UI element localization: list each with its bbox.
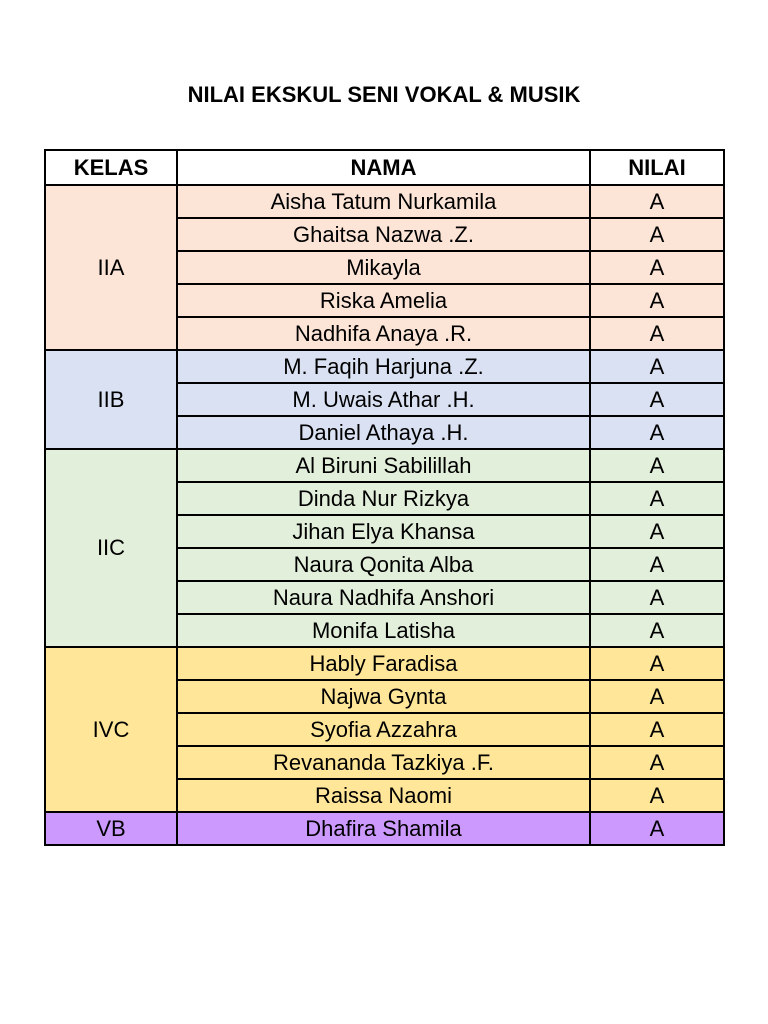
table-row — [45, 812, 724, 845]
header-kelas: KELAS — [45, 150, 177, 185]
nilai-cell: A — [590, 383, 724, 416]
nama-cell: Dinda Nur Rizkya — [177, 482, 590, 515]
nilai-cell: A — [590, 449, 724, 482]
kelas-cell: IVC — [45, 647, 177, 812]
nama-cell: Dhafira Shamila — [177, 812, 590, 845]
nama-cell: Mikayla — [177, 251, 590, 284]
kelas-cell: IIB — [45, 350, 177, 449]
nilai-cell: A — [590, 251, 724, 284]
nama-cell: Ghaitsa Nazwa .Z. — [177, 218, 590, 251]
nilai-cell: A — [590, 746, 724, 779]
header-nilai: NILAI — [590, 150, 724, 185]
nama-cell: Syofia Azzahra — [177, 713, 590, 746]
nama-cell: Raissa Naomi — [177, 779, 590, 812]
nama-cell: Revananda Tazkiya .F. — [177, 746, 590, 779]
page-title: NILAI EKSKUL SENI VOKAL & MUSIK — [187, 82, 581, 107]
nilai-cell: A — [590, 548, 724, 581]
nilai-cell: A — [590, 317, 724, 350]
nama-cell: Monifa Latisha — [177, 614, 590, 647]
nilai-cell: A — [590, 581, 724, 614]
nilai-cell: A — [590, 779, 724, 812]
kelas-cell: IIC — [45, 449, 177, 647]
nama-cell: M. Uwais Athar .H. — [177, 383, 590, 416]
nilai-cell: A — [590, 812, 724, 845]
nama-cell: Naura Qonita Alba — [177, 548, 590, 581]
nilai-cell: A — [590, 482, 724, 515]
grades-table — [44, 149, 725, 846]
table-row — [45, 350, 724, 383]
nama-cell: Al Biruni Sabilillah — [177, 449, 590, 482]
nama-cell: Hably Faradisa — [177, 647, 590, 680]
nama-cell: Aisha Tatum Nurkamila — [177, 185, 590, 218]
header-nama: NAMA — [177, 150, 590, 185]
table-row — [45, 449, 724, 482]
nilai-cell: A — [590, 284, 724, 317]
nilai-cell: A — [590, 614, 724, 647]
table-row — [45, 647, 724, 680]
nilai-cell: A — [590, 185, 724, 218]
nama-cell: M. Faqih Harjuna .Z. — [177, 350, 590, 383]
nilai-cell: A — [590, 515, 724, 548]
kelas-cell: IIA — [45, 185, 177, 350]
nama-cell: Jihan Elya Khansa — [177, 515, 590, 548]
header-row — [45, 150, 724, 185]
table-row — [45, 185, 724, 218]
nilai-cell: A — [590, 416, 724, 449]
nama-cell: Najwa Gynta — [177, 680, 590, 713]
nilai-cell: A — [590, 350, 724, 383]
nilai-cell: A — [590, 680, 724, 713]
nilai-cell: A — [590, 713, 724, 746]
nilai-cell: A — [590, 218, 724, 251]
nama-cell: Naura Nadhifa Anshori — [177, 581, 590, 614]
nilai-cell: A — [590, 647, 724, 680]
table-body — [45, 185, 724, 845]
nama-cell: Nadhifa Anaya .R. — [177, 317, 590, 350]
nama-cell: Daniel Athaya .H. — [177, 416, 590, 449]
kelas-cell: VB — [45, 812, 177, 845]
nama-cell: Riska Amelia — [177, 284, 590, 317]
